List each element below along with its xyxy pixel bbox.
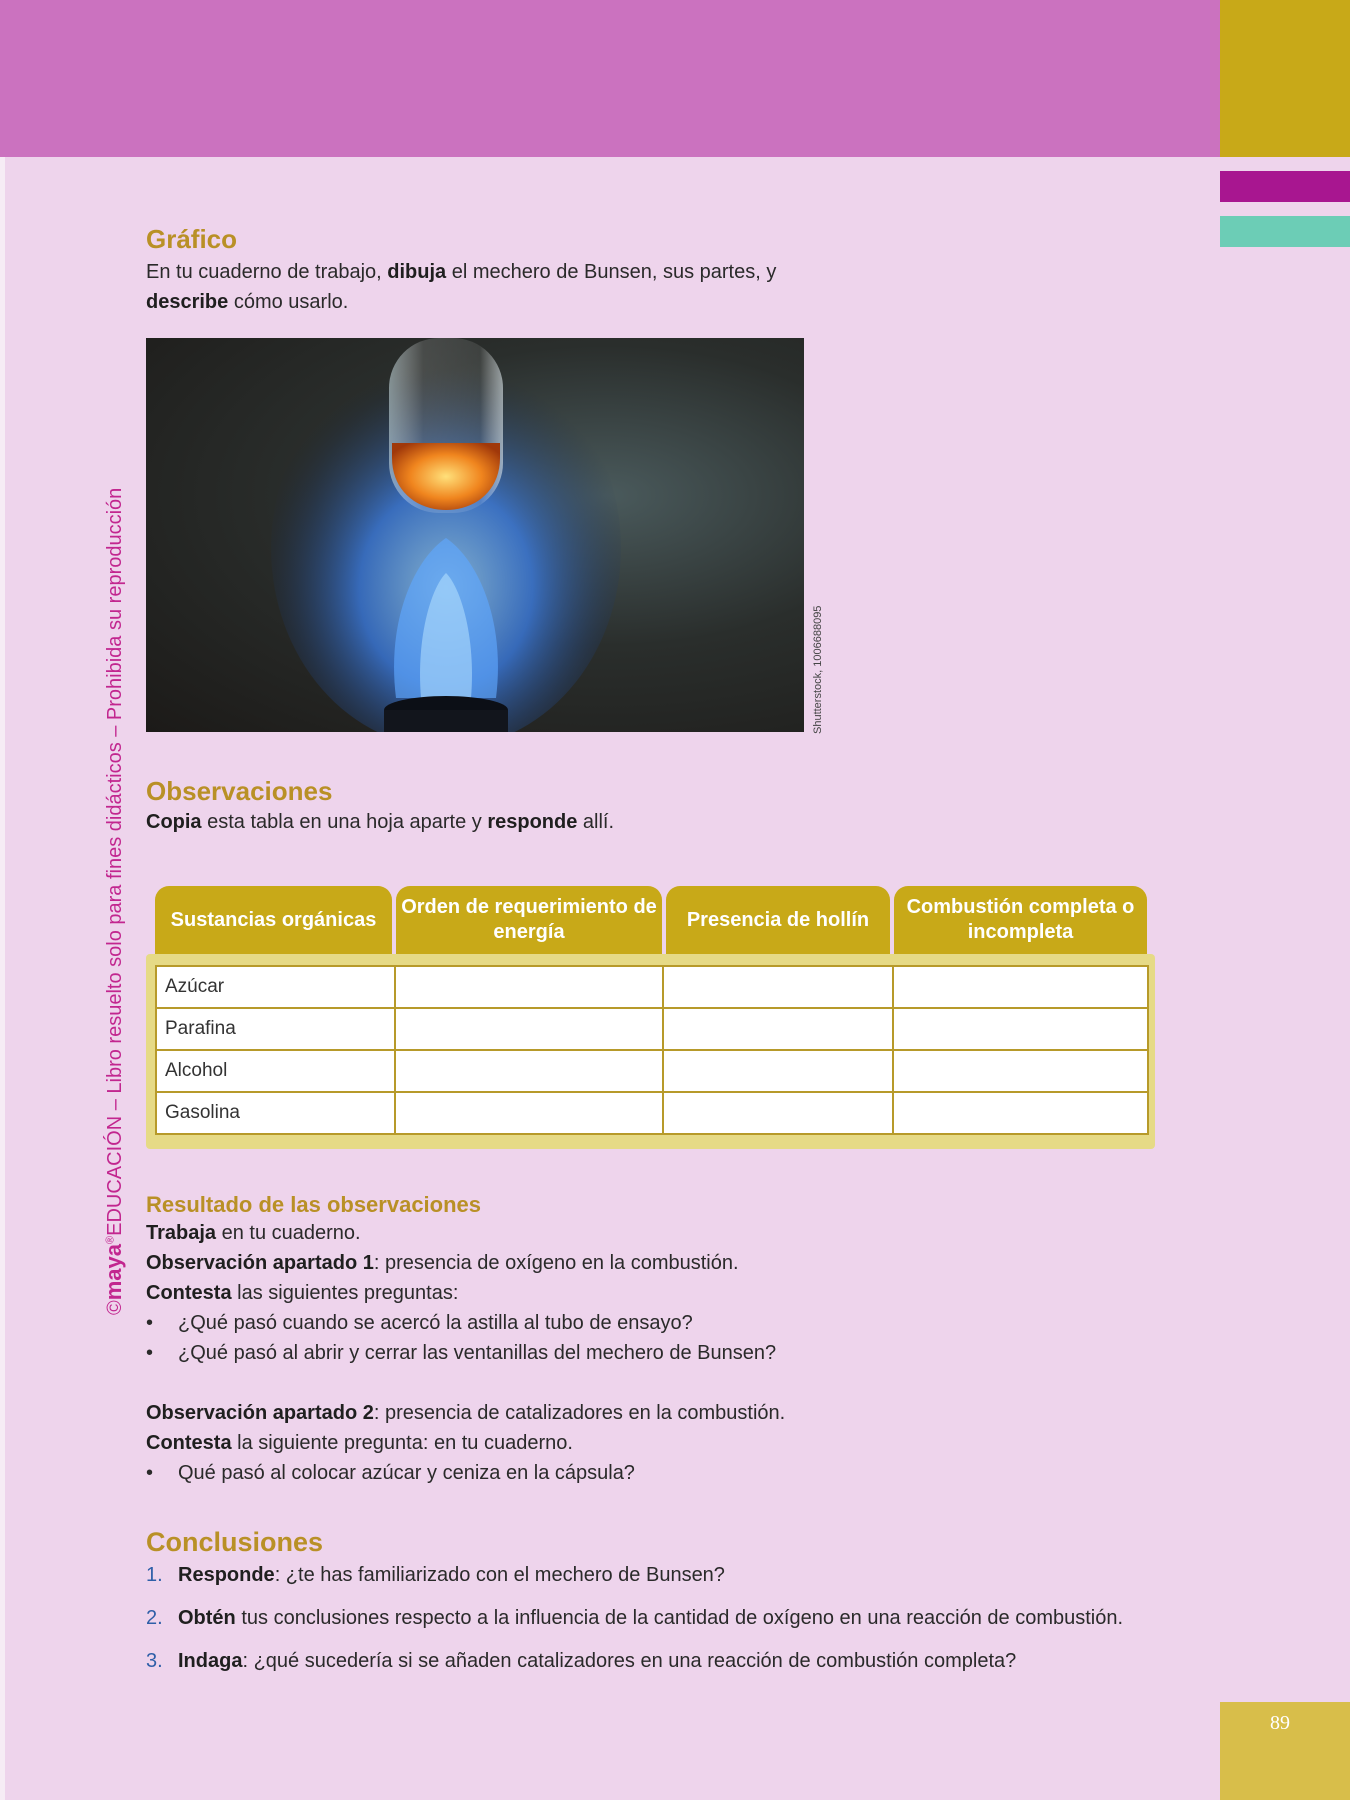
table-cell [663,1092,893,1134]
table-cell: Alcohol [156,1050,395,1092]
resultado-line: Observación apartado 1: presencia de oxígeno en la combustión. [146,1252,739,1274]
table-cell [893,1092,1148,1134]
bunsen-flame-illustration [146,338,804,732]
brand-logo-text: maya [101,1243,126,1301]
teal-tab [1220,216,1350,247]
table-cell [395,966,663,1008]
resultado-line: Contesta la siguiente pregunta: en tu cuaderno. [146,1432,573,1454]
conclusion-item: 2. Obtén tus conclusiones respecto a la influencia de la cantidad de oxígeno en una reacción de combustión. [146,1607,1124,1629]
grafico-instructions: En tu cuaderno de trabajo, dibuja el mechero de Bunsen, sus partes, y describe cómo usarlo. [146,261,777,313]
table-cell: Azúcar [156,966,395,1008]
observaciones-section [146,776,614,837]
table-cell [663,1008,893,1050]
top-color-band [0,0,1220,157]
table-row [156,1050,1148,1092]
table-cell [395,1008,663,1050]
table-header-cell: Presencia de hollín [666,886,890,954]
observaciones-instructions: Copia esta tabla en una hoja aparte y responde allí. [146,811,615,833]
table-cell [893,1050,1148,1092]
table-cell: Gasolina [156,1092,395,1134]
question-bullet: • ¿Qué pasó cuando se acercó la astilla al tubo de ensayo? [146,1308,1166,1338]
observations-table [155,965,1149,1135]
table-row [156,966,1148,1008]
gold-corner-block [1220,0,1350,157]
table-cell [893,1008,1148,1050]
conclusiones-section [146,1527,1206,1676]
question-bullet: • Qué pasó al colocar azúcar y ceniza en la cápsula? [146,1458,1166,1488]
copyright-symbol: © [104,1300,126,1315]
notice-text: EDUCACIÓN – Libro resuelto solo para fines didácticos – Prohibida su reproducción [104,487,126,1236]
left-page-edge [0,157,5,1800]
table-cell [663,1050,893,1092]
photo-credit: Shutterstock, 1006688095 [812,605,824,734]
side-copyright-notice [101,488,127,1315]
question-bullet: • ¿Qué pasó al abrir y cerrar las ventanillas del mechero de Bunsen? [146,1338,1166,1368]
page-number: 89 [1270,1712,1290,1734]
table-cell [395,1092,663,1134]
table-cell: Parafina [156,1008,395,1050]
magenta-tab [1220,171,1350,202]
resultado-title: Resultado de las observaciones [146,1192,482,1217]
table-header-cell: Combustión completa o incompleta [894,886,1147,954]
table-cell [663,966,893,1008]
table-row [156,1092,1148,1134]
resultado-line: Trabaja en tu cuaderno. [146,1222,361,1244]
table-cell [395,1050,663,1092]
resultado-line: Observación apartado 2: presencia de catalizadores en la combustión. [146,1402,786,1424]
grafico-title: Gráfico [146,224,238,254]
registered-mark: ® [104,1235,117,1244]
table-header-cell: Sustancias orgánicas [155,886,392,954]
table-cell [893,966,1148,1008]
grafico-section [146,224,1166,317]
observaciones-title: Observaciones [146,776,333,806]
conclusion-item: 3. Indaga: ¿qué sucedería si se añaden catalizadores en una reacción de combustión completa? [146,1650,1017,1672]
resultado-line: Contesta las siguientes preguntas: [146,1282,459,1304]
table-row [156,1008,1148,1050]
bunsen-flame-photo [146,338,804,732]
table-header-cell: Orden de requerimiento de energía [396,886,662,954]
conclusiones-title: Conclusiones [146,1527,324,1557]
resultado-section [146,1192,1166,1488]
conclusion-item: 1. Responde: ¿te has familiarizado con el mechero de Bunsen? [146,1564,725,1586]
